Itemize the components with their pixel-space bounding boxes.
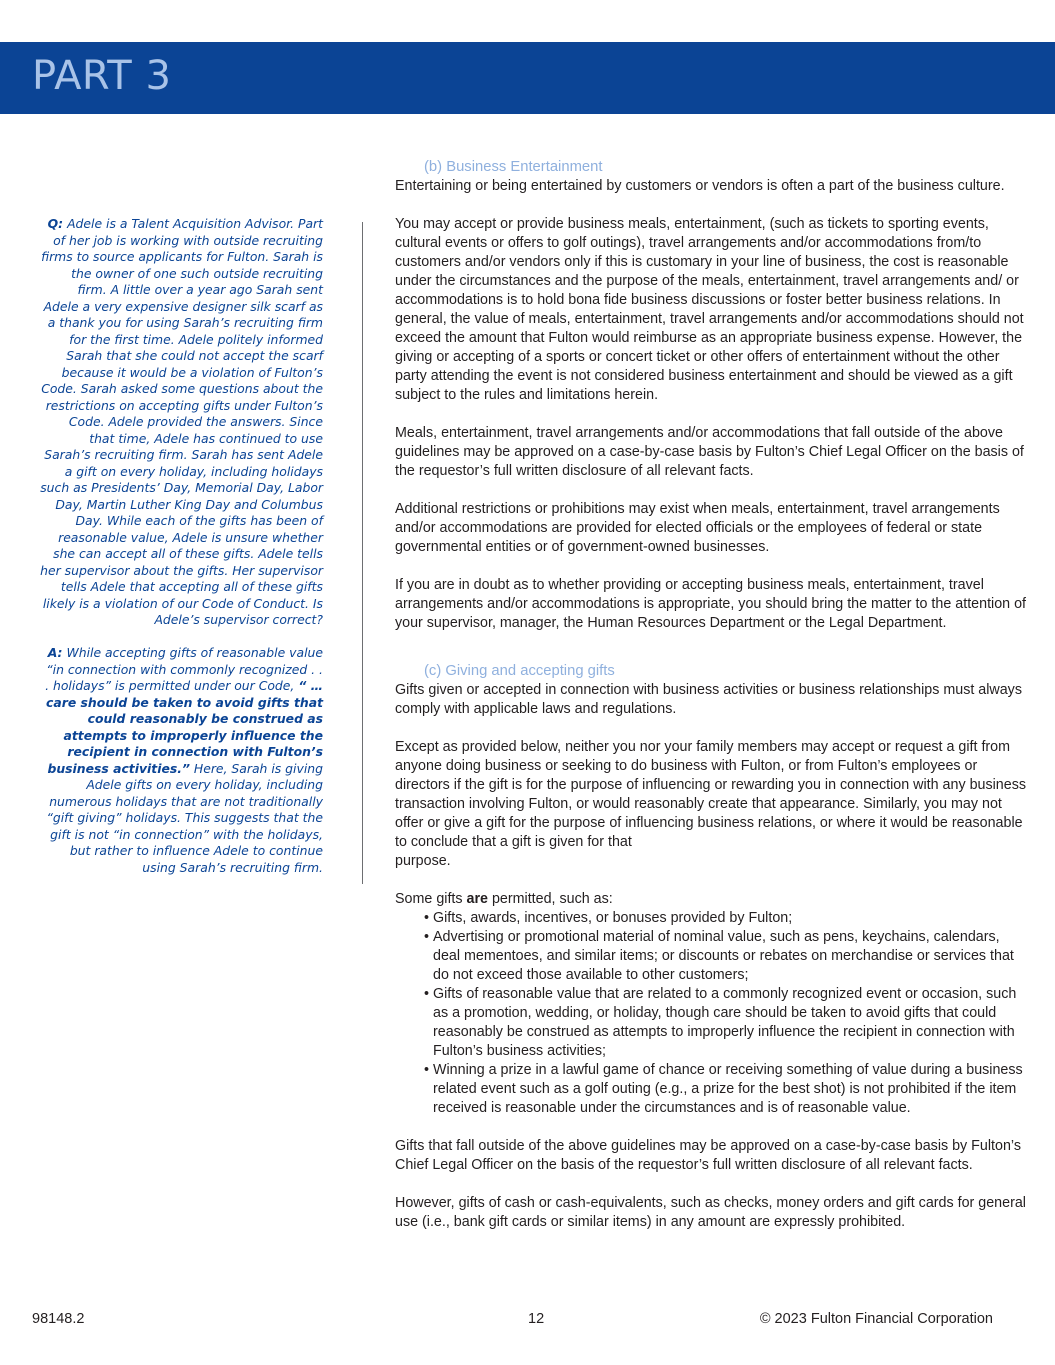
spacer <box>395 871 1027 890</box>
question-text: Adele is a Talent Acquisition Advisor. Part of her job is working with outside recruiting firms to source applicants for Fulton. Sarah is the owner of one such outside recruiting firm. A little over a year ago Sarah sent Adele a very expensive designer silk scarf as a thank you for using Sarah’s recruiting firm for the first time. Adele politely informed Sarah that she could not accept the scarf because it would be a violation of Fulton’s Code. Sarah asked some questions about the restrictions on accepting gifts under Fulton’s Code. Adele provided the answers. Since that time, Adele has continued to use Sarah’s recruiting firm. Sarah has sent Adele a gift on every holiday, including holidays such as Presidents’ Day, Memorial Day, Labor Day, Martin Luther King Day and Columbus Day. While each of the gifts has been of reasonable value, Adele is unsure whether she can accept all of these gifts. Adele tells her supervisor about the gifts. Her supervisor tells Adele that accepting all of these gifts likely is a violation of our Code of Conduct. Is Adele’s supervisor correct? <box>40 216 323 627</box>
paragraph: Additional restrictions or prohibitions may exist when meals, entertainment, travel arrangements and/or accommodations are provided for elected officials or the employees of federal or state governmental entities or of government-owned businesses. <box>395 501 1000 555</box>
spacer <box>40 629 323 646</box>
answer-text-conclusion: Here, Sarah is giving Adele gifts on every holiday, including numerous holidays that are not traditionally “gift giving” holidays. This suggests that the gift is not “in connection” with the holidays, but rather to influence Adele to continue using Sarah’s recruiting firm. <box>46 760 323 875</box>
section-title-entertainment: (b) Business Entertainment <box>424 159 603 175</box>
spacer <box>395 196 1027 215</box>
question-block <box>40 216 323 629</box>
section-title-gifts: (c) Giving and accepting gifts <box>424 663 615 679</box>
document-code: 98148.2 <box>32 1311 85 1327</box>
list-item: • Gifts, awards, incentives, or bonuses provided by Fulton; <box>424 909 1027 928</box>
spacer <box>395 1118 1027 1137</box>
spacer <box>395 719 1027 738</box>
column-divider <box>362 222 363 884</box>
paragraph: Gifts given or accepted in connection with business activities or business relationships must always comply with applicable laws and regulations. <box>395 682 1022 717</box>
paragraph: Except as provided below, neither you nor your family members may accept or request a gift from anyone doing business or seeking to do business with Fulton, or from Fulton’s employees or directors if the gift is for the purpose of influencing or rewarding you in connection with any business transaction involving Fulton, or would reasonably create that appearance. Similarly, you may not offer or give a gift for the purpose of influencing business relations, or where it would be reasonable to conclude that a gift is given for that <box>395 739 1026 850</box>
paragraph: If you are in doubt as to whether providing or accepting business meals, entertainment, travel arrangements and/or accommodations is appropriate, you should bring the matter to the attention of your supervisor, manager, the Human Resources Department or the Legal Department. <box>395 577 1027 631</box>
permitted-bold: are <box>466 891 488 907</box>
copyright: © 2023 Fulton Financial Corporation <box>759 1311 993 1327</box>
page-footer <box>0 1311 1055 1331</box>
paragraph: However, gifts of cash or cash-equivalents, such as checks, money orders and gift cards for general use (i.e., bank gift cards or similar items) in any amount are expressly prohibited. <box>395 1195 1026 1230</box>
answer-label: A: <box>47 645 63 660</box>
paragraph: Gifts that fall outside of the above guidelines may be approved on a case-by-case basis by Fulton’s Chief Legal Officer on the basis of the requestor’s full written disclosure of all relevant facts. <box>395 1138 1021 1173</box>
answer-block <box>40 645 323 876</box>
spacer <box>395 633 1027 661</box>
paragraph-end: purpose. <box>395 853 451 869</box>
main-content <box>395 157 1027 1232</box>
paragraph: You may accept or provide business meals, entertainment, (such as tickets to sporting events, cultural events or offers to golf outings), travel arrangements and/or accommodations from/to customers and/or vendors only if this is customary in your line of business, the cost is reasonable under the circumstances and the purpose of the meals, entertainment, travel arrangements and/ or accommodations is to hold bona fide business discussions or foster better business relations. In general, the value of meals, entertainment, travel arrangements and/or accommodations should not exceed the amount that Fulton would reimburse as an appropriate business expense. However, the giving or accepting of a sports or concert ticket or other offers of entertainment without the other party attending the event is not considered business entertainment and should be viewed as a gift subject to the rules and limitations herein. <box>395 216 1024 403</box>
paragraph: Meals, entertainment, travel arrangements and/or accommodations that fall outside of the above guidelines may be approved on a case-by-case basis by Fulton’s Chief Legal Officer on the basis of the requestor’s full written disclosure of all relevant facts. <box>395 425 1024 479</box>
spacer <box>395 1175 1027 1194</box>
part-title: PART 3 <box>32 53 172 99</box>
permitted-gifts-list <box>395 909 1027 1118</box>
spacer <box>395 405 1027 424</box>
page-number: 12 <box>528 1311 545 1327</box>
permitted-post: permitted, such as: <box>487 891 613 907</box>
spacer <box>395 481 1027 500</box>
answer-text-intro: While accepting gifts of reasonable value “in connection with commonly recognized . . . holidays” is permitted under our Code, <box>45 645 323 693</box>
header-banner <box>0 42 1055 114</box>
list-item: • Advertising or promotional material of nominal value, such as pens, keychains, calendars, deal mementoes, and similar items; or discounts or rebates on merchandise or services that do not exceed those available to other customers; <box>424 928 1027 985</box>
permitted-pre: Some gifts <box>395 891 467 907</box>
permitted-intro <box>395 890 1027 909</box>
answer-quote: “ …care should be taken to avoid gifts that could reasonably be construed as attempts to improperly influence the recipient in connection with Fulton’s business activities.” <box>46 678 323 776</box>
list-item: • Gifts of reasonable value that are related to a commonly recognized event or occasion, such as a promotion, wedding, or holiday, though care should be taken to avoid gifts that could reasonably be construed as attempts to improperly influence the recipient in connection with Fulton’s business activities; <box>424 985 1027 1061</box>
spacer <box>395 557 1027 576</box>
qa-sidebar <box>40 216 323 876</box>
question-label: Q: <box>47 216 64 231</box>
list-item: • Winning a prize in a lawful game of chance or receiving something of value during a business related event such as a golf outing (e.g., a prize for the best shot) is not prohibited if the item received is reasonable under the circumstances and is of reasonable value. <box>424 1061 1027 1118</box>
paragraph: Entertaining or being entertained by customers or vendors is often a part of the business culture. <box>395 178 1005 194</box>
